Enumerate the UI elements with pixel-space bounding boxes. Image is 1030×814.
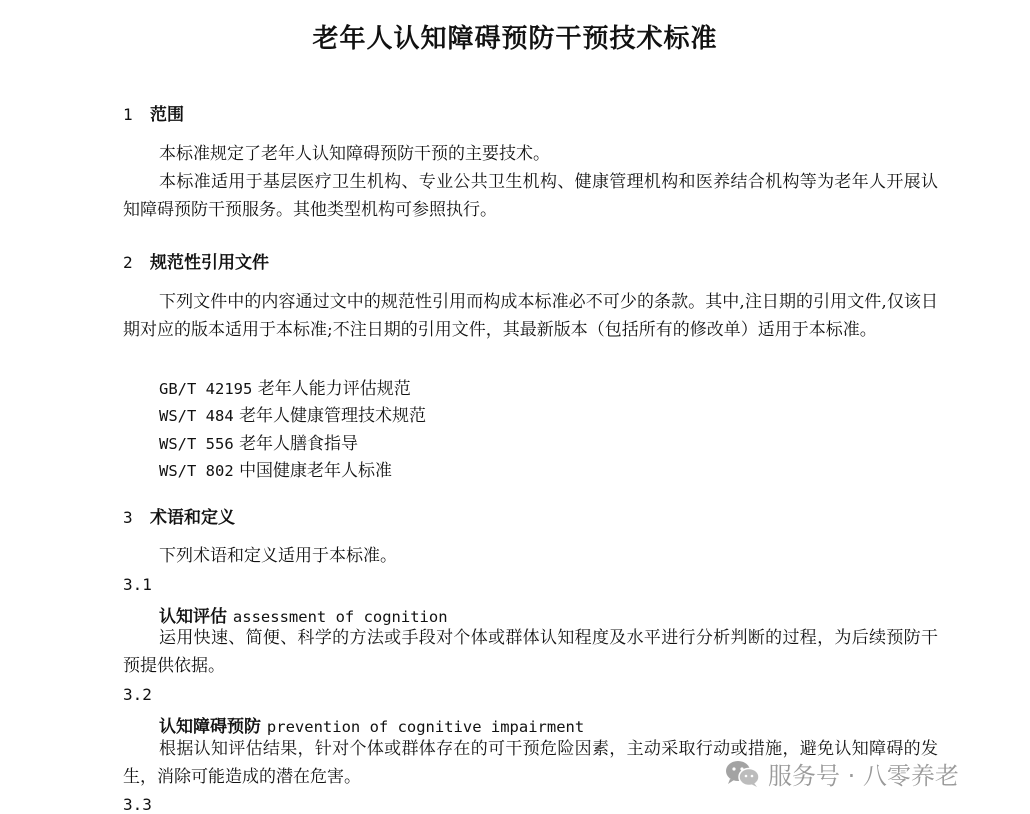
term-definition: 运用快速、简便、科学的方法或手段对个体或群体认知程度及水平进行分析判断的过程，为后续预防干预提供依据。 [123,628,938,676]
paragraph: 下列术语和定义适用于本标准。 [159,546,397,566]
term-number: 3.1 [123,575,152,594]
reference-item [159,456,392,481]
term-definition: 根据认知评估结果，针对个体或群体存在的可干预危险因素，主动采取行动或措施，避免认知障碍的发生，消除可能造成的潜在危害。 [123,739,938,787]
paragraph: 下列文件中的内容通过文中的规范性引用而构成本标准必不可少的条款。其中,注日期的引用文件,仅该日期对应的版本适用于本标准;不注日期的引用文件，其最新版本（包括所有的修改单）适用于本标准。 [123,292,938,340]
section-heading-scope [123,100,184,125]
reference-item [159,401,426,426]
term-english: assessment of cognition [232,608,448,626]
document-title: 老年人认知障碍预防干预技术标准 [312,24,718,54]
term-chinese: 认知障碍预防 [159,717,261,737]
reference-name: 老年人健康管理技术规范 [239,406,427,426]
reference-name: 老年人能力评估规范 [257,379,411,399]
reference-code: WS/T 484 [159,407,234,425]
paragraph: 本标准规定了老年人认知障碍预防干预的主要技术。 [159,144,550,164]
reference-name: 老年人膳食指导 [239,434,359,454]
term-heading [159,602,448,627]
term-number: 3.3 [123,795,152,814]
section-title: 术语和定义 [150,508,235,528]
reference-item [159,429,358,454]
reference-name: 中国健康老年人标准 [239,461,393,481]
reference-item [159,374,411,399]
term-number: 3.2 [123,685,152,704]
term-heading [159,712,584,737]
watermark-text: 服务号 · 八零养老 [768,762,959,790]
section-number: 1 [123,105,133,124]
section-title: 规范性引用文件 [150,253,269,273]
section-title: 范围 [150,105,184,125]
section-heading-terms-definitions [123,503,235,528]
section-number: 3 [123,508,133,527]
reference-code: WS/T 802 [159,462,234,480]
reference-code: GB/T 42195 [159,380,253,398]
section-heading-normative-references [123,248,269,273]
reference-code: WS/T 556 [159,435,234,453]
section-number: 2 [123,253,133,272]
term-english: prevention of cognitive impairment [266,718,585,736]
watermark [724,756,959,791]
wechat-logo-icon [724,759,760,789]
term-chinese: 认知评估 [159,607,227,627]
paragraph: 本标准适用于基层医疗卫生机构、专业公共卫生机构、健康管理机构和医养结合机构等为老年人开展认知障碍预防干预服务。其他类型机构可参照执行。 [123,172,938,220]
